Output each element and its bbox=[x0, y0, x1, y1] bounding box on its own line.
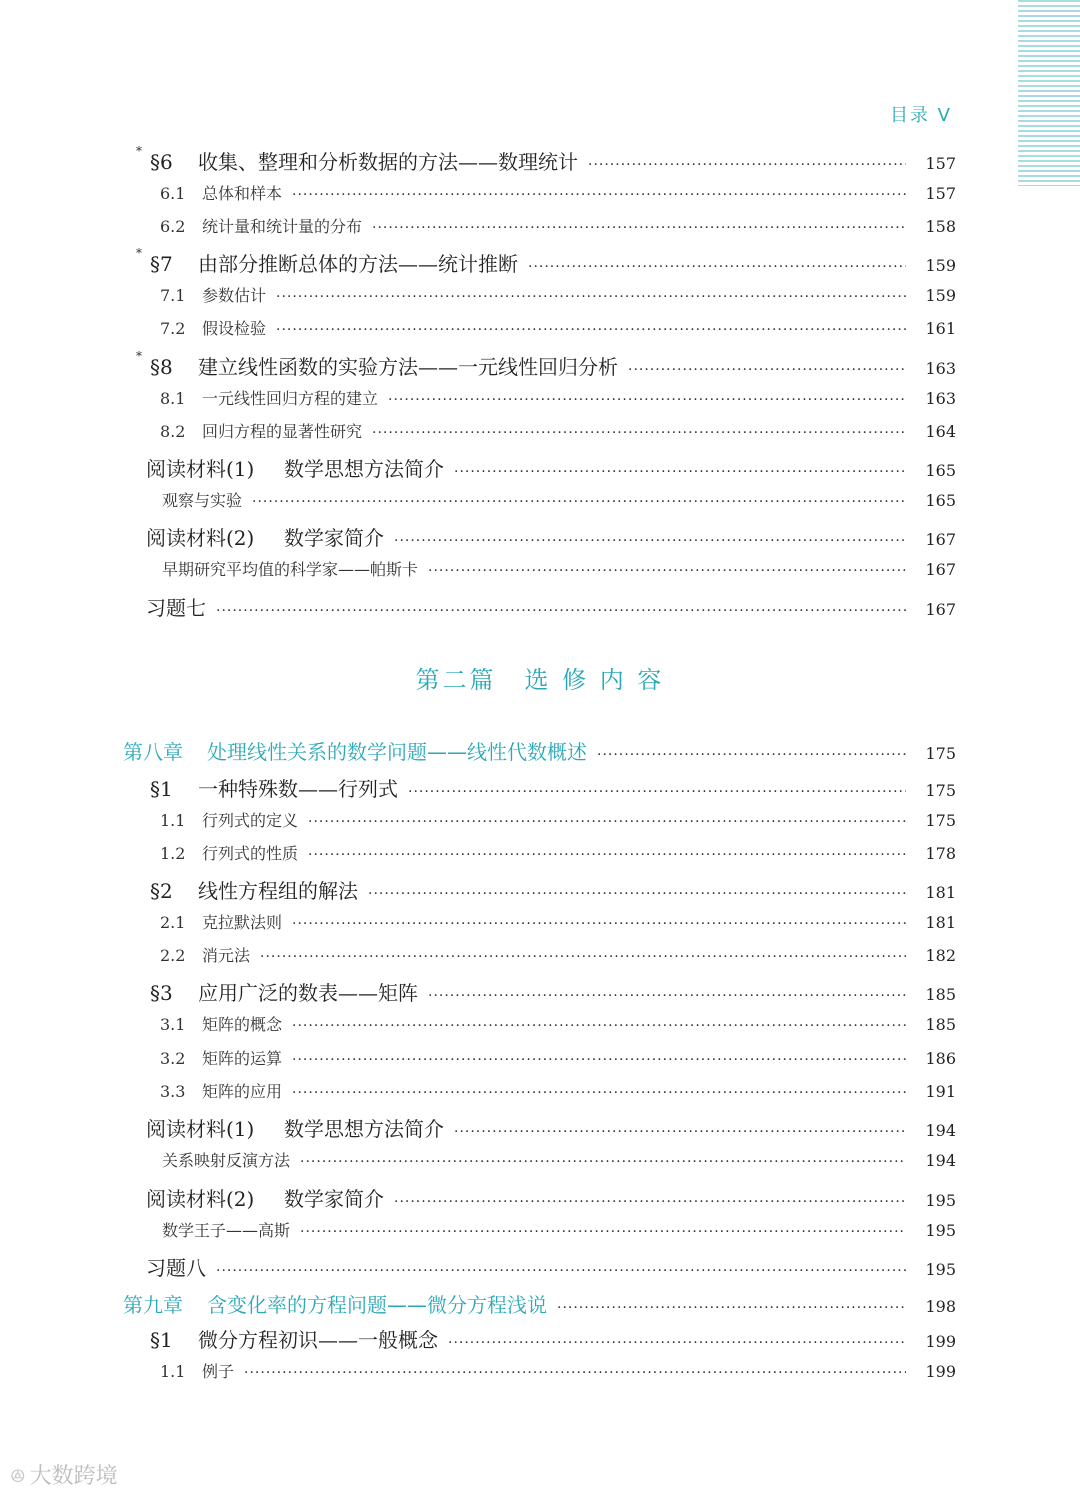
optional-star-mark: * bbox=[136, 349, 142, 363]
toc-page-number: 199 bbox=[925, 1332, 956, 1351]
toc-entry-text: 数学思想方法简介 bbox=[284, 457, 444, 481]
leader-dots bbox=[300, 1154, 906, 1170]
leader-dots bbox=[388, 392, 906, 408]
toc-entry-number: 阅读材料(2) bbox=[146, 526, 255, 550]
leader-dots bbox=[276, 322, 906, 338]
toc-entry-number: 3.3 bbox=[160, 1082, 186, 1101]
toc-entry bbox=[0, 1252, 1080, 1281]
toc-entry-number: §1 bbox=[150, 1328, 173, 1352]
leader-dots bbox=[292, 916, 906, 932]
toc-entry-title bbox=[0, 943, 250, 966]
toc-entry-title bbox=[0, 453, 444, 482]
toc-page-number: 195 bbox=[925, 1260, 956, 1279]
leader-dots bbox=[628, 362, 906, 378]
toc-entry-title bbox=[0, 557, 418, 580]
toc-entry bbox=[0, 283, 1080, 306]
toc-page-number: 195 bbox=[925, 1191, 956, 1210]
toc-entry-title bbox=[0, 214, 362, 237]
toc-entry-number: 6.2 bbox=[160, 217, 186, 236]
toc-page-number: 194 bbox=[925, 1121, 956, 1140]
leader-dots bbox=[308, 847, 906, 863]
toc-page-number: 181 bbox=[925, 883, 956, 902]
toc-entry-title bbox=[0, 1183, 384, 1212]
toc-entry bbox=[0, 351, 1080, 380]
toc-entry bbox=[0, 910, 1080, 933]
leader-dots bbox=[216, 1263, 906, 1279]
toc-entry bbox=[0, 773, 1080, 802]
leader-dots bbox=[394, 1194, 906, 1210]
toc-entry-title bbox=[0, 1046, 282, 1069]
toc-entry-number: 第九章 bbox=[123, 1293, 183, 1317]
toc-entry bbox=[0, 1183, 1080, 1212]
toc-entry-number: §3 bbox=[150, 981, 173, 1005]
toc-entry-number: 6.1 bbox=[160, 184, 186, 203]
toc-page-number: 198 bbox=[925, 1297, 956, 1316]
toc-entry-number: 8.1 bbox=[160, 389, 186, 408]
toc-entry-text: 消元法 bbox=[202, 946, 251, 965]
toc-page-number: 185 bbox=[925, 985, 956, 1004]
watermark-logo-icon: ꔮ bbox=[10, 1464, 26, 1488]
toc-entry-title bbox=[0, 1289, 547, 1318]
leader-dots bbox=[292, 1052, 906, 1068]
toc-entry-text: 处理线性关系的数学问题——线性代数概述 bbox=[207, 740, 587, 764]
toc-page-number: 164 bbox=[925, 422, 956, 441]
toc-entry-text: 习题七 bbox=[146, 596, 206, 620]
part-title-prefix: 第二篇 bbox=[415, 666, 497, 694]
toc-entry-text: 统计量和统计量的分布 bbox=[202, 217, 363, 236]
toc-entry-number: 阅读材料(1) bbox=[146, 457, 255, 481]
toc-entry-text: 微分方程初识——一般概念 bbox=[198, 1328, 438, 1352]
leader-dots bbox=[408, 784, 906, 800]
toc-entry-number: 3.2 bbox=[160, 1049, 186, 1068]
toc-entry-number: 1.1 bbox=[160, 811, 186, 830]
leader-dots bbox=[260, 949, 906, 965]
toc-entry bbox=[0, 875, 1080, 904]
leader-dots bbox=[372, 220, 906, 236]
leader-dots bbox=[448, 1335, 906, 1351]
toc-page-number: 195 bbox=[925, 1221, 956, 1240]
toc-entry-text: 一元线性回归方程的建立 bbox=[202, 389, 379, 408]
toc-entry bbox=[0, 1148, 1080, 1171]
toc-page-number: 181 bbox=[925, 913, 956, 932]
toc-entry-number: 1.2 bbox=[160, 844, 186, 863]
leader-dots bbox=[368, 886, 906, 902]
leader-dots bbox=[276, 289, 906, 305]
watermark-text: 大数跨境 bbox=[29, 1464, 118, 1489]
toc-entry bbox=[0, 977, 1080, 1006]
toc-entry bbox=[0, 146, 1080, 175]
toc-entry-text: 含变化率的方程问题——微分方程浅说 bbox=[207, 1293, 547, 1317]
toc-entry bbox=[0, 592, 1080, 621]
leader-dots bbox=[454, 464, 906, 480]
toc-entry bbox=[0, 522, 1080, 551]
leader-dots bbox=[244, 1365, 906, 1381]
toc-entry bbox=[0, 1289, 1080, 1318]
toc-entry bbox=[0, 181, 1080, 204]
toc-entry-title bbox=[0, 1012, 282, 1035]
toc-entry-text: 数学王子——高斯 bbox=[162, 1221, 291, 1240]
toc-entry bbox=[0, 1079, 1080, 1102]
toc-entry-title bbox=[0, 1359, 234, 1382]
leader-dots bbox=[292, 1018, 906, 1034]
toc-entry-title bbox=[0, 841, 298, 864]
toc-entry-title bbox=[0, 248, 518, 277]
toc-entry-text: 数学家简介 bbox=[284, 1187, 384, 1211]
toc-entry-text: 观察与实验 bbox=[162, 491, 243, 510]
toc-entry bbox=[0, 1012, 1080, 1035]
toc-entry-text: 数学家简介 bbox=[284, 526, 384, 550]
toc-page-number: 175 bbox=[925, 744, 956, 763]
toc-page-number: 157 bbox=[925, 184, 956, 203]
leader-dots bbox=[528, 259, 906, 275]
leader-dots bbox=[428, 988, 906, 1004]
toc-entry-number: 2.1 bbox=[160, 913, 186, 932]
leader-dots bbox=[252, 494, 906, 510]
toc-entry-title bbox=[0, 592, 206, 621]
toc-entry bbox=[0, 419, 1080, 442]
toc-entry-number: 阅读材料(2) bbox=[146, 1187, 255, 1211]
toc-entry-title bbox=[0, 736, 587, 765]
toc-page-number: 167 bbox=[925, 560, 956, 579]
toc-entry-text: 收集、整理和分析数据的方法——数理统计 bbox=[198, 150, 578, 174]
toc-entry-text: 假设检验 bbox=[202, 319, 267, 338]
toc-entry-text: 例子 bbox=[202, 1362, 235, 1381]
toc-entry-text: 数学思想方法简介 bbox=[284, 1117, 444, 1141]
toc-entry bbox=[0, 1359, 1080, 1382]
toc-entry bbox=[0, 1046, 1080, 1069]
toc-entry-text: 矩阵的应用 bbox=[202, 1082, 283, 1101]
toc-page-number: 199 bbox=[925, 1362, 956, 1381]
toc-entry-text: 参数估计 bbox=[202, 286, 267, 305]
toc-page-number: 167 bbox=[925, 600, 956, 619]
toc-entry bbox=[0, 248, 1080, 277]
toc-entry-text: 线性方程组的解法 bbox=[198, 879, 358, 903]
toc-entry-title bbox=[0, 1113, 444, 1142]
toc-entry-text: 应用广泛的数表——矩阵 bbox=[198, 981, 418, 1005]
toc-entry-number: 1.1 bbox=[160, 1362, 186, 1381]
toc-entry-title bbox=[0, 1252, 206, 1281]
toc-entry-text: 习题八 bbox=[146, 1256, 206, 1280]
toc-entry-title bbox=[0, 386, 378, 409]
toc-entry bbox=[0, 386, 1080, 409]
optional-star-mark: * bbox=[136, 144, 142, 158]
toc-entry-text: 行列式的性质 bbox=[202, 844, 299, 863]
toc-page-number: 165 bbox=[925, 461, 956, 480]
toc-entry-number: §7 bbox=[150, 252, 173, 276]
leader-dots bbox=[292, 187, 906, 203]
toc-entry-number: 阅读材料(1) bbox=[146, 1117, 255, 1141]
toc-page-number: 178 bbox=[925, 844, 956, 863]
part-title-text: 选 修 内 容 bbox=[524, 666, 665, 694]
toc-entry-text: 回归方程的显著性研究 bbox=[202, 422, 363, 441]
toc-entry-number: §1 bbox=[150, 777, 173, 801]
toc-entry-text: 一种特殊数——行列式 bbox=[198, 777, 398, 801]
toc-entry-title bbox=[0, 181, 282, 204]
toc-page-number: 185 bbox=[925, 1015, 956, 1034]
leader-dots bbox=[300, 1224, 906, 1240]
toc-entry-number: 7.2 bbox=[160, 319, 186, 338]
toc-entry bbox=[0, 316, 1080, 339]
watermark bbox=[10, 1459, 118, 1490]
leader-dots bbox=[597, 747, 906, 763]
toc-entry-number: 第八章 bbox=[123, 740, 183, 764]
toc-page-number: 175 bbox=[925, 781, 956, 800]
toc-entry-title bbox=[0, 773, 398, 802]
toc-entry-title bbox=[0, 522, 384, 551]
toc-entry-title bbox=[0, 488, 242, 511]
toc-entry-text: 早期研究平均值的科学家——帕斯卡 bbox=[162, 560, 419, 579]
toc-entry-text: 建立线性函数的实验方法——一元线性回归分析 bbox=[198, 355, 618, 379]
toc-entry-title bbox=[0, 419, 362, 442]
leader-dots bbox=[372, 425, 906, 441]
toc-page-number: 186 bbox=[925, 1049, 956, 1068]
toc-page-number: 163 bbox=[925, 359, 956, 378]
toc-entry-title bbox=[0, 1148, 290, 1171]
toc-entry-number: 7.1 bbox=[160, 286, 186, 305]
leader-dots bbox=[292, 1085, 906, 1101]
toc-entry-number: 3.1 bbox=[160, 1015, 186, 1034]
toc-entry-title bbox=[0, 808, 298, 831]
leader-dots bbox=[216, 603, 906, 619]
toc-entry bbox=[0, 214, 1080, 237]
toc-entry-title bbox=[0, 1324, 438, 1353]
toc-page-number: 163 bbox=[925, 389, 956, 408]
toc-entry-number: §2 bbox=[150, 879, 173, 903]
toc-entry-title bbox=[0, 1218, 290, 1241]
part-title bbox=[0, 660, 1080, 695]
toc-entry-title bbox=[0, 977, 418, 1006]
toc-entry-title bbox=[0, 1079, 282, 1102]
toc-page-number: 175 bbox=[925, 811, 956, 830]
toc-page-number: 159 bbox=[925, 256, 956, 275]
toc-entry bbox=[0, 736, 1080, 765]
toc-entry-number: 2.2 bbox=[160, 946, 186, 965]
leader-dots bbox=[557, 1300, 906, 1316]
toc-page-number: 182 bbox=[925, 946, 956, 965]
leader-dots bbox=[454, 1124, 906, 1140]
toc-page-number: 167 bbox=[925, 530, 956, 549]
toc-entry-text: 由部分推断总体的方法——统计推断 bbox=[198, 252, 518, 276]
toc-entry-text: 行列式的定义 bbox=[202, 811, 299, 830]
toc-entry-title bbox=[0, 910, 282, 933]
toc-entry bbox=[0, 453, 1080, 482]
toc-entry-text: 关系映射反演方法 bbox=[162, 1151, 291, 1170]
toc-page-number: 157 bbox=[925, 154, 956, 173]
toc-entry-text: 矩阵的运算 bbox=[202, 1049, 283, 1068]
toc-entry bbox=[0, 1324, 1080, 1353]
toc-entry bbox=[0, 1113, 1080, 1142]
leader-dots bbox=[308, 814, 906, 830]
toc-page-number: 158 bbox=[925, 217, 956, 236]
running-head: 目录 V bbox=[889, 105, 952, 126]
leader-dots bbox=[428, 563, 906, 579]
leader-dots bbox=[394, 533, 906, 549]
toc-entry bbox=[0, 808, 1080, 831]
toc-entry-title bbox=[0, 875, 358, 904]
toc-entry-text: 克拉默法则 bbox=[202, 913, 283, 932]
toc-page-number: 159 bbox=[925, 286, 956, 305]
toc-entry-title bbox=[0, 283, 266, 306]
toc-entry-number: §6 bbox=[150, 150, 173, 174]
toc-page-number: 161 bbox=[925, 319, 956, 338]
toc-entry bbox=[0, 557, 1080, 580]
toc-entry-text: 矩阵的概念 bbox=[202, 1015, 283, 1034]
toc-entry-number: §8 bbox=[150, 355, 173, 379]
toc-entry bbox=[0, 1218, 1080, 1241]
toc-entry-title bbox=[0, 351, 618, 380]
toc-entry bbox=[0, 943, 1080, 966]
toc-page-number: 194 bbox=[925, 1151, 956, 1170]
optional-star-mark: * bbox=[136, 246, 142, 260]
toc-entry-title bbox=[0, 316, 266, 339]
toc-page-number: 191 bbox=[925, 1082, 956, 1101]
toc-entry-text: 总体和样本 bbox=[202, 184, 283, 203]
toc-page-number: 165 bbox=[925, 491, 956, 510]
toc-entry bbox=[0, 841, 1080, 864]
toc-entry-number: 8.2 bbox=[160, 422, 186, 441]
leader-dots bbox=[588, 157, 906, 173]
toc-entry bbox=[0, 488, 1080, 511]
toc-entry-title bbox=[0, 146, 578, 175]
